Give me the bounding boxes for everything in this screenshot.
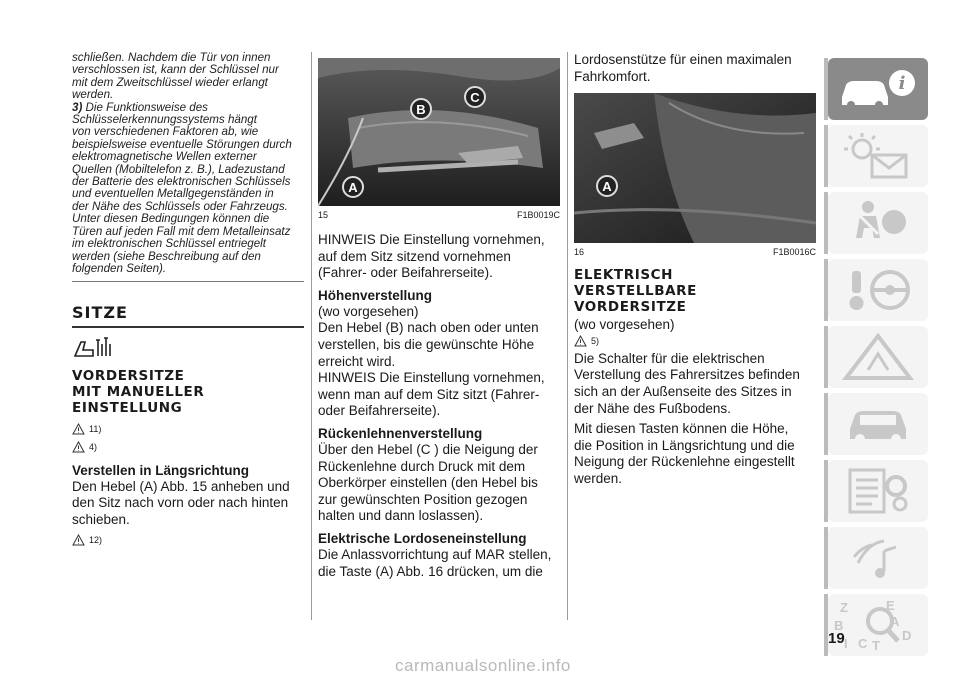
tab-edge	[824, 58, 828, 120]
note-line: und eventuellen Metallgegenständen in	[72, 187, 274, 201]
note-line: Türen auf jeden Fall mit dem Metalleinsatz	[72, 224, 291, 238]
note-line: werden (siehe Beschreibung auf den	[72, 249, 261, 263]
figure-caption	[574, 247, 816, 257]
title-line: VORDERSITZE	[574, 299, 687, 316]
figure-number: 15	[318, 210, 329, 220]
text-line: Rückenlehne durch Druck mit dem	[318, 458, 526, 474]
column-1	[72, 52, 304, 548]
figure-code: F1B0016C	[772, 247, 816, 258]
subsection-title	[574, 267, 816, 315]
text-line: Über den Hebel (C ) die Neigung der	[318, 441, 538, 457]
car-info-icon	[836, 67, 920, 111]
section-title: SITZE	[72, 303, 128, 323]
warning-number: 11)	[89, 424, 102, 435]
specifications-icon	[838, 466, 918, 516]
note-line: folgenden Seiten).	[72, 261, 167, 275]
column-separator-2	[567, 52, 568, 620]
tab-key-steering[interactable]	[828, 259, 928, 321]
title-line: VORDERSITZE	[72, 367, 185, 384]
paragraph	[72, 479, 304, 529]
page-number: 19	[828, 630, 845, 647]
tab-edge	[824, 527, 828, 589]
svg-text:i: i	[898, 73, 906, 94]
text-line: zur gewünschten Position gezogen	[318, 491, 528, 507]
figure-number: 16	[574, 247, 585, 258]
note-line: der Nähe des Schlüssels oder Fahrzeugs.	[72, 199, 288, 213]
note-line: werden.	[72, 88, 114, 102]
multimedia-icon	[838, 533, 918, 583]
lordose-paragraph	[318, 547, 560, 580]
hoehe-paragraph	[318, 304, 560, 420]
text-line: die Position in Längsrichtung und die	[574, 437, 795, 453]
text-line: der Nähe des Fußbodens.	[574, 400, 731, 416]
title-line: MIT MANUELLER	[72, 383, 205, 400]
note-line: Schlüsselerkennungssystems hängt	[72, 113, 257, 127]
seat-adjust-icon	[72, 336, 304, 358]
tab-edge	[824, 192, 828, 254]
text-line: Den Hebel (B) nach oben oder unten	[318, 320, 539, 336]
callout-a: A	[596, 175, 618, 197]
text-line: (wo vorgesehen)	[318, 303, 419, 319]
text-line: halten und dann loslassen).	[318, 508, 484, 524]
continued-note	[72, 52, 304, 102]
text-line: Fahrkomfort.	[574, 68, 651, 84]
text-line: Neigung der Rückenlehne eingestellt	[574, 454, 795, 470]
text-line: die Taste (A) Abb. 16 drücken, um die	[318, 563, 543, 579]
text-line: Mit diesen Tasten können die Höhe,	[574, 421, 789, 437]
warning-triangle-icon	[72, 441, 85, 453]
text-line: Die Schalter für die elektrischen	[574, 350, 765, 366]
index-letter: C	[858, 636, 868, 651]
warning-triangle-icon	[574, 335, 587, 347]
warning-number: 5)	[591, 336, 600, 347]
text-line: Oberkörper einstellen (den Hebel bis	[318, 475, 538, 491]
figure-16-lordosis-button	[574, 93, 816, 243]
text-line: wenn man auf dem Sitz sitzt (Fahrer-	[318, 386, 540, 402]
text-line: Den Hebel (A) Abb. 15 anheben und	[72, 478, 290, 494]
figure-caption	[318, 210, 560, 220]
tab-car-service[interactable]	[828, 393, 928, 455]
note-box-bottom-line	[72, 281, 304, 282]
warning-ref	[72, 440, 304, 455]
index-letter: A	[890, 614, 900, 629]
note-3	[72, 102, 304, 276]
column-separator-1	[311, 52, 312, 620]
paragraph-1	[574, 351, 816, 417]
warning-ref	[72, 533, 304, 548]
figure-15-seat-levers	[318, 58, 560, 206]
index-letter: T	[872, 638, 880, 653]
tab-specifications[interactable]	[828, 460, 928, 522]
hinweis-paragraph	[318, 232, 560, 282]
note-line: elektromagnetische Wellen externer	[72, 150, 257, 164]
airbag-safety-icon	[838, 198, 918, 248]
heading-lordose: Elektrische Lordoseneinstellung	[318, 530, 527, 546]
warning-ref	[72, 422, 304, 437]
dashboard-lights-icon	[838, 131, 918, 181]
note-line: verschlossen ist, kann der Schlüssel nur	[72, 63, 279, 77]
title-line: EINSTELLUNG	[72, 399, 183, 416]
heading-hoehenverstellung: Höhenverstellung	[318, 287, 433, 303]
title-line: ELEKTRISCH	[574, 267, 674, 284]
text-line: verstellen, bis die gewünschte Höhe	[318, 336, 535, 352]
text-line: werden.	[574, 470, 623, 486]
watermark: carmanualsonline.info	[395, 656, 571, 675]
text-line: Lordosenstütze für einen maximalen	[574, 52, 792, 67]
warning-number: 4)	[89, 442, 98, 453]
note-line: mit dem Zweitschlüssel wieder erlangt	[72, 75, 268, 89]
callout-a: A	[342, 176, 364, 198]
tab-safety[interactable]	[828, 192, 928, 254]
tab-edge	[824, 460, 828, 522]
key-steering-icon	[838, 265, 918, 315]
note-line: Die Funktionsweise des	[85, 100, 208, 114]
intro-paragraph	[574, 52, 816, 85]
tab-multimedia[interactable]	[828, 527, 928, 589]
car-service-icon	[838, 399, 918, 449]
text-line: HINWEIS Die Einstellung vornehmen,	[318, 370, 545, 386]
warning-triangle-icon	[72, 423, 85, 435]
heading-rueckenlehne: Rückenlehnenverstellung	[318, 425, 483, 441]
tab-edge	[824, 326, 828, 388]
figure-code: F1B0019C	[516, 210, 560, 220]
tab-edge	[824, 125, 828, 187]
text-line: oder Beifahrerseite).	[318, 403, 441, 419]
heading-laengsrichtung: Verstellen in Längsrichtung	[72, 462, 250, 478]
warning-triangle-icon	[72, 534, 85, 546]
section-title-rule	[72, 326, 304, 328]
note-line: schließen. Nachdem die Tür von innen	[72, 51, 271, 64]
text-line: HINWEIS Die Einstellung vornehmen,	[318, 232, 545, 247]
note-line: von verschiedenen Faktoren ab, wie	[72, 125, 259, 139]
note-line: im elektronischen Schlüssel entriegelt	[72, 237, 266, 251]
tab-emergency[interactable]	[828, 326, 928, 388]
text-line: (Fahrer- oder Beifahrerseite).	[318, 265, 493, 281]
index-letter: Z	[840, 600, 848, 615]
tab-edge	[824, 259, 828, 321]
column-3	[574, 52, 816, 488]
warning-ref	[574, 334, 816, 349]
text-line: den Sitz nach vorn oder nach hinten	[72, 495, 289, 511]
callout-b: B	[410, 98, 432, 120]
seat-side-photo	[574, 93, 816, 243]
text-line: Die Anlassvorrichtung auf MAR stellen,	[318, 546, 552, 562]
index-letter: I	[844, 636, 848, 651]
warning-number: 12)	[89, 535, 103, 546]
title-line: VERSTELLBARE	[574, 283, 697, 300]
index-letter: D	[902, 628, 912, 643]
note-line: Quellen (Mobiltelefon z. B.), Ladezustand	[72, 162, 285, 176]
tab-car-info[interactable]	[828, 58, 928, 120]
tab-dashboard-lights[interactable]	[828, 125, 928, 187]
text-line: schieben.	[72, 512, 130, 527]
index-letter: E	[886, 598, 895, 613]
text-line: sich an der Außenseite des Sitzes in	[574, 383, 792, 399]
text-line: erreicht wird.	[318, 353, 396, 369]
tab-edge	[824, 393, 828, 455]
note-line: der Batterie des elektronischen Schlüssels	[72, 175, 291, 189]
index-letter: B	[834, 618, 844, 633]
note-number: 3)	[72, 100, 83, 114]
paragraph-2	[574, 421, 816, 487]
lehne-paragraph	[318, 442, 560, 525]
text-line: auf dem Sitz sitzend vornehmen	[318, 248, 511, 264]
subsection-title	[72, 368, 304, 416]
note-line: Unter diesen Bedingungen können die	[72, 212, 270, 226]
note-line: beispielsweise eventuelle Störungen durch	[72, 137, 292, 151]
column-2	[318, 58, 560, 580]
wo-vorgesehen: (wo vorgesehen)	[574, 317, 675, 333]
text-line: Verstellung des Fahrersitzes befinden	[574, 367, 800, 383]
callout-c: C	[464, 86, 486, 108]
chapter-tabs	[828, 58, 928, 661]
warning-road-icon	[838, 332, 918, 382]
